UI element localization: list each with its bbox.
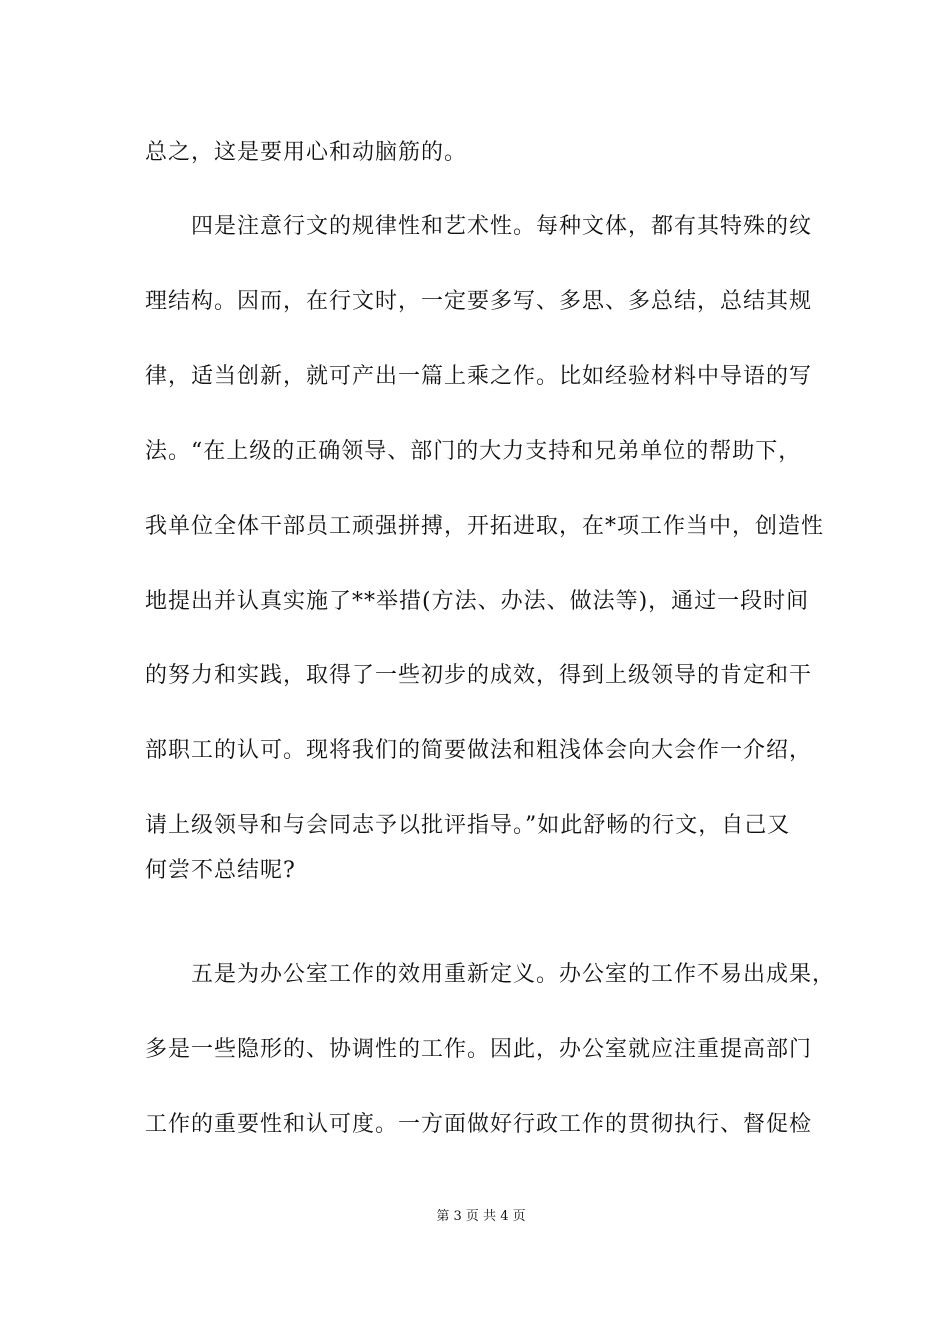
paragraph-start-line: 四是注意行文的规律性和艺术性。每种文体，都有其特殊的纹 bbox=[191, 214, 813, 239]
text-line: 我单位全体干部员工顽强拼搏，开拓进取，在*项工作当中，创造性 bbox=[145, 514, 825, 539]
text-line: 律，适当创新，就可产出一篇上乘之作。比如经验材料中导语的写 bbox=[145, 364, 813, 389]
text-line: 部职工的认可。现将我们的简要做法和粗浅体会向大会作一介绍， bbox=[145, 738, 813, 763]
text-line: 地提出并认真实施了**举措(方法、办法、做法等)，通过一段时间 bbox=[145, 589, 810, 614]
text-line: 法。“在上级的正确领导、部门的大力支持和兄弟单位的帮助下， bbox=[145, 439, 802, 464]
text-line: 的努力和实践，取得了一些初步的成效，得到上级领导的肯定和干 bbox=[145, 663, 813, 688]
text-line: 总之，这是要用心和动脑筋的。 bbox=[145, 140, 468, 165]
paragraph-start-line: 五是为办公室工作的效用重新定义。办公室的工作不易出成果， bbox=[191, 962, 836, 987]
text-line: 理结构。因而，在行文时，一定要多写、多思、多总结，总结其规 bbox=[145, 289, 813, 314]
text-line: 何尝不总结呢? bbox=[145, 858, 296, 883]
text-line: 请上级领导和与会同志予以批评指导。”如此舒畅的行文，自己又 bbox=[145, 813, 791, 838]
text-line: 工作的重要性和认可度。一方面做好行政工作的贯彻执行、督促检 bbox=[145, 1112, 813, 1137]
text-line: 多是一些隐形的、协调性的工作。因此，办公室就应注重提高部门 bbox=[145, 1037, 813, 1062]
page-number-footer: 第 3 页 共 4 页 bbox=[436, 1209, 526, 1224]
